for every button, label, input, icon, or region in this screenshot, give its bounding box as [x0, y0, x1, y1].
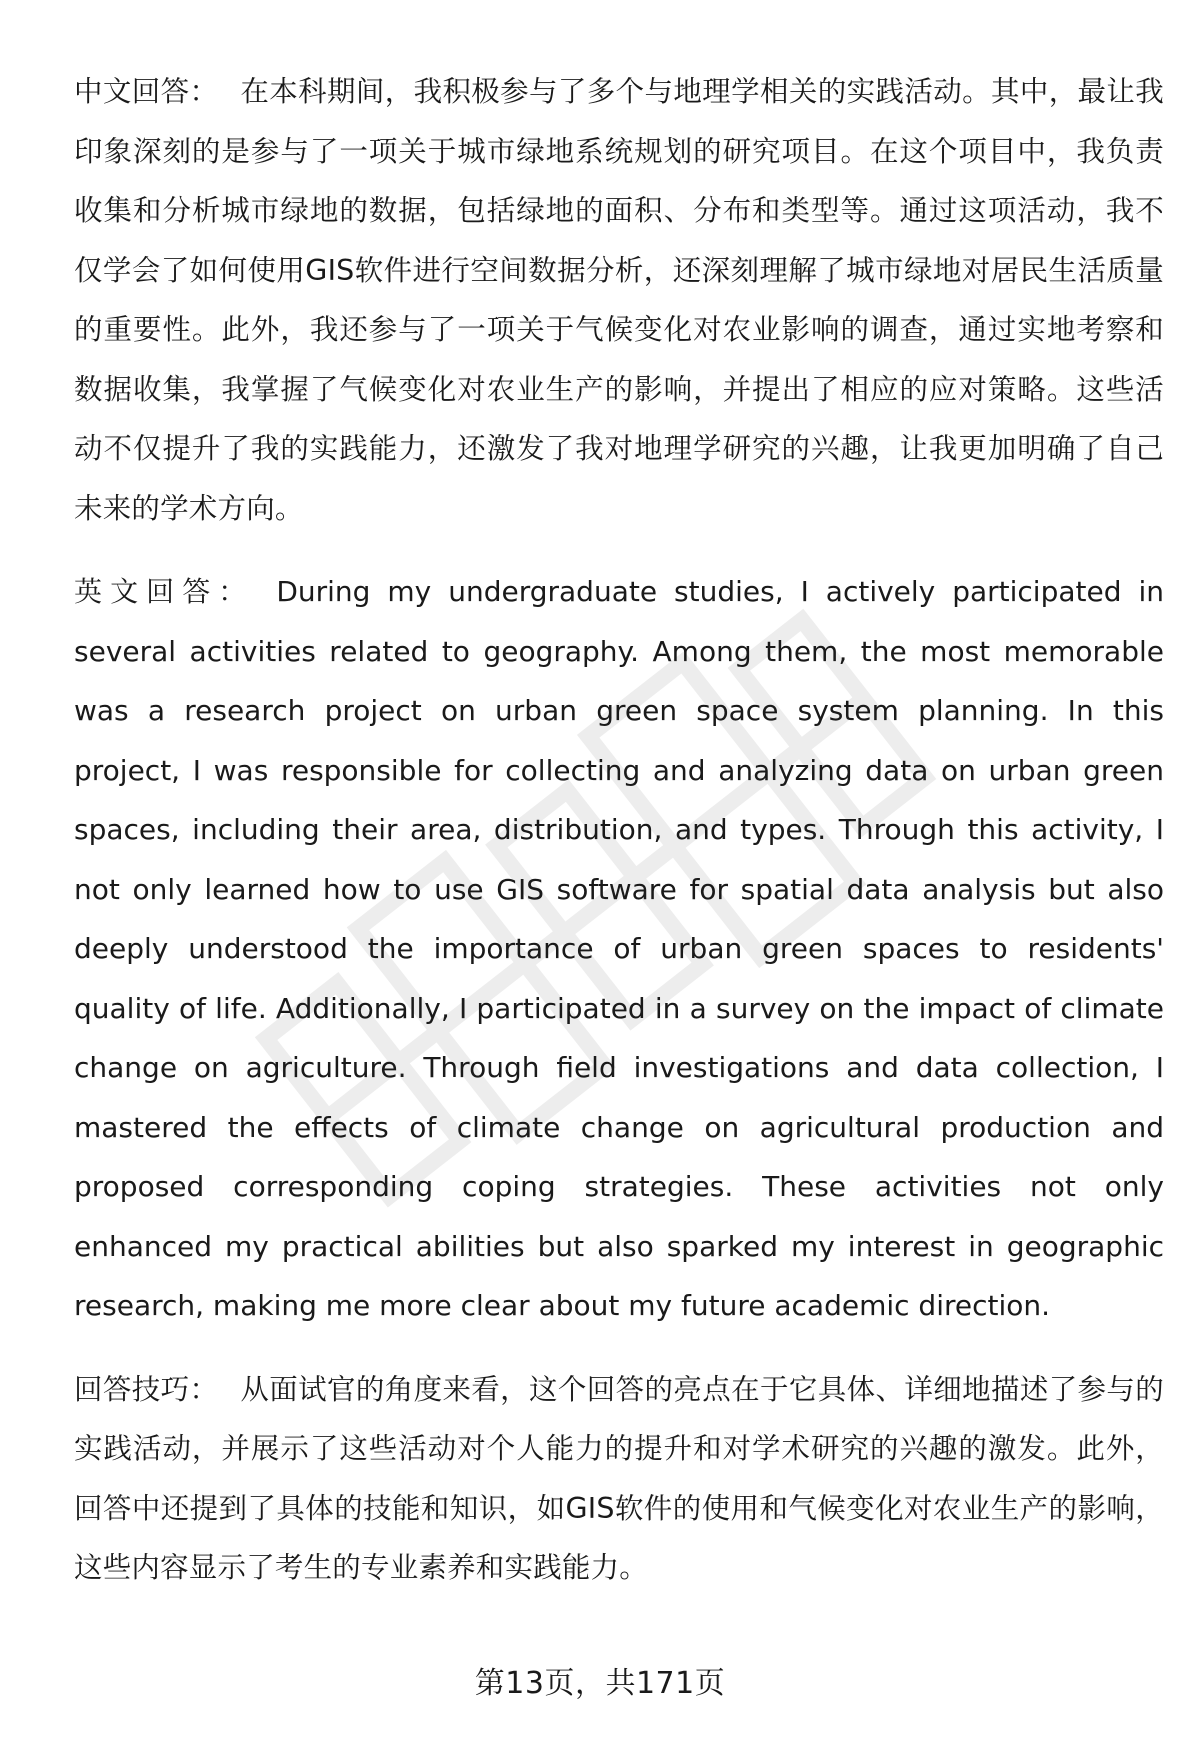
chinese-answer-text: 在本科期间，我积极参与了多个与地理学相关的实践活动。其中，最让我印象深刻的是参与了一项关于城市绿地系统规划的研究项目。在这个项目中，我负责收集和分析城市绿地的数据，包括绿地的面积、分布和类型等。通过这项活动，我不仅学会了如何使用GIS软件进行空间数据分析，还深刻理解了城市绿地对居民生活质量的重要性。此外，我还参与了一项关于气候变化对农业影响的调查，通过实地考察和数据收集，我掌握了气候变化对农业生产的影响，并提出了相应的应对策略。这些活动不仅提升了我的实践能力，还激发了我对地理学研究的兴趣，让我更加明确了自己未来的学术方向。	[74, 75, 1164, 525]
answer-tips-label: 回答技巧：	[74, 1372, 219, 1406]
chinese-answer-paragraph	[74, 62, 1164, 538]
answer-tips-text: 从面试官的角度来看，这个回答的亮点在于它具体、详细地描述了参与的实践活动，并展示了这些活动对个人能力的提升和对学术研究的兴趣的激发。此外，回答中还提到了具体的技能和知识，如GIS软件的使用和气候变化对农业生产的影响，这些内容显示了考生的专业素养和实践能力。	[74, 1372, 1164, 1584]
answer-tips-paragraph	[74, 1360, 1164, 1598]
english-answer-label: 英文回答：	[74, 575, 255, 608]
chinese-answer-label: 中文回答：	[74, 75, 219, 108]
english-answer-text: During my undergraduate studies, I actively participated in several activities related to geography. Among them, the most memorable was a research project on urban green space system planning. In this project, I was responsible for collecting and analyzing data on urban green spaces, including their area, distribution, and types. Through this activity, I not only learned how to use GIS software for spatial data analysis but also deeply understood the importance of urban green spaces to residents' quality of life. Additionally, I participated in a survey on the impact of climate change on agriculture. Through field investigations and data collection, I mastered the effects of climate change on agricultural production and proposed corresponding coping strategies. These activities not only enhanced my practical abilities but also sparked my interest in geographic research, making me more clear about my future academic direction.	[74, 575, 1164, 1322]
document-body	[74, 62, 1164, 1598]
page-number-footer: 第13页，共171页	[474, 1666, 726, 1701]
english-answer-paragraph	[74, 562, 1164, 1336]
